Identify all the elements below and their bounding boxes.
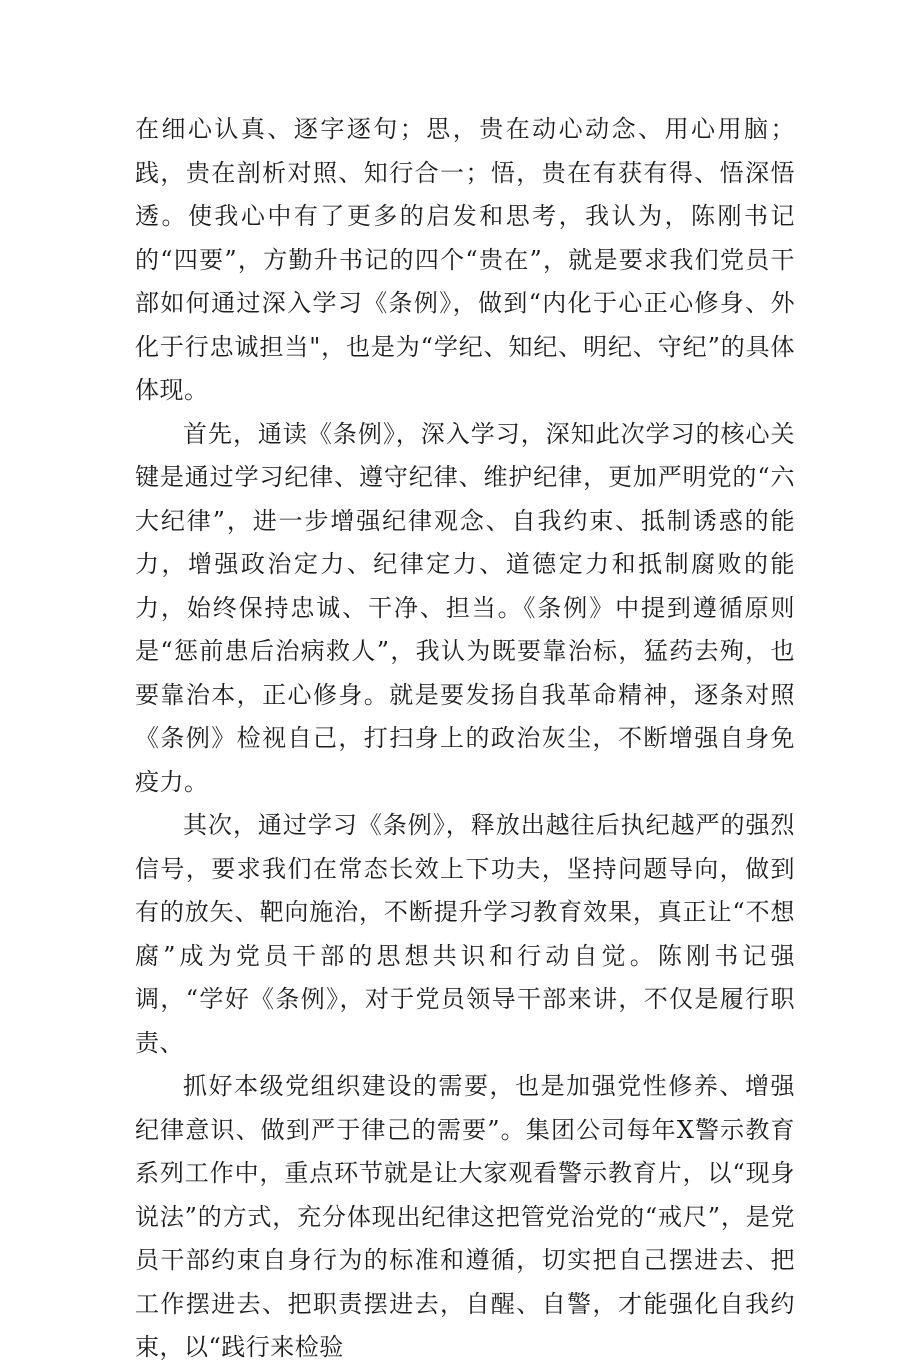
- paragraph-third: 抓好本级党组织建设的需要，也是加强党性修养、增强纪律意识、做到严于律己的需要”。集团公司每年X警示教育系列工作中，重点环节就是让大家观看警示教育片，以“现身说法”的方式，充分体现出纪律这把管党治党的“戒尺”，是党员干部约束自身行为的标准和遵循，切实把自己摆进去、把工作摆进去、把职责摆进去，自醒、自警，才能强化自我约束，以“践行来检验: [135, 1072, 795, 1361]
- paragraph-first: 首先，通读《条例》，深入学习，深知此次学习的核心关键是通过学习纪律、遵守纪律、维护纪律，更加严明党的“六大纪律”，进一步增强纪律观念、自我约束、抵制诱惑的能力，增强政治定力、纪律定力、道德定力和抵制腐败的能力，始终保持忠诚、干净、担当。《条例》中提到遵循原则是“惩前患后治病救人”，我认为既要靠治标，猛药去殉，也要靠治本，正心修身。就是要发扬自我革命精神，逐条对照《条例》检视自己，打扫身上的政治灰尘，不断增强自身免疫力。: [135, 419, 795, 796]
- paragraph-continuation: 在细心认真、逐字逐句；思，贵在动心动念、用心用脑；践，贵在剖析对照、知行合一；悟，贵在有获有得、悟深悟透。使我心中有了更多的启发和思考，我认为，陈刚书记的“四要”，方勤升书记的四个“贵在”，就是要求我们党员干部如何通过深入学习《条例》，做到“内化于心正心修身、外化于行忠诚担当"，也是为“学纪、知纪、明纪、守纪”的具体体现。: [135, 115, 795, 404]
- document-body: [135, 108, 795, 1370]
- paragraph-second: 其次，通过学习《条例》，释放出越往后执纪越严的强烈信号，要求我们在常态长效上下功夫，坚持问题导向，做到有的放矢、靶向施治，不断提升学习教育效果，真正让“不想腐”成为党员干部的思想共识和行动自觉。陈刚书记强调，“学好《条例》，对于党员领导干部来讲，不仅是履行职责、: [135, 811, 795, 1057]
